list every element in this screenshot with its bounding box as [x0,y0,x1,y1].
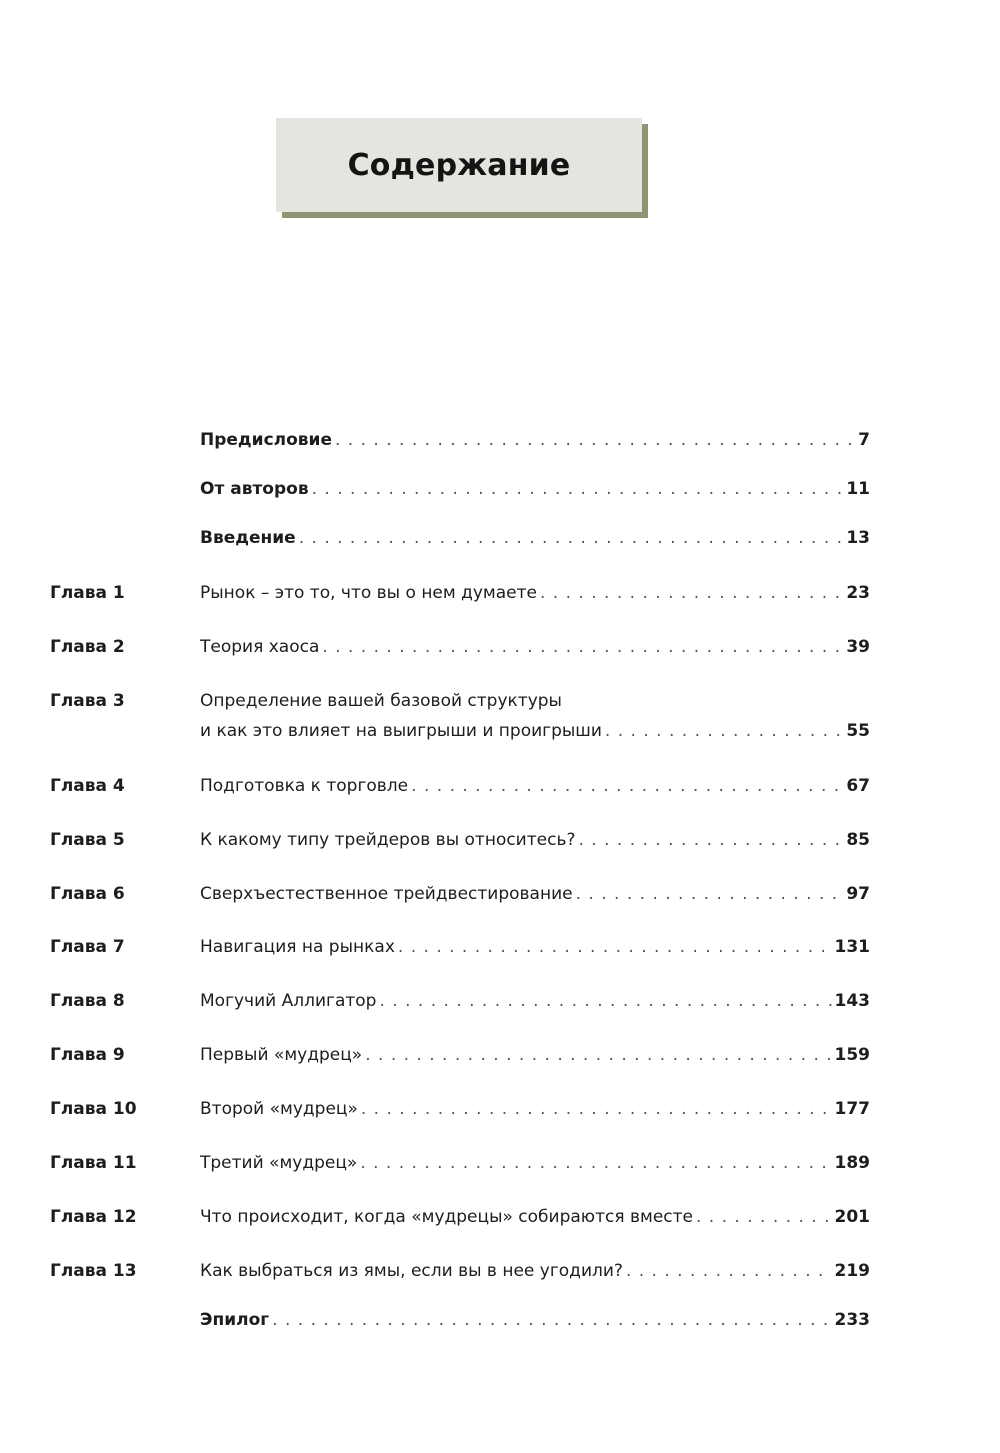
leader-dots [312,474,844,504]
chapter-number: Глава 7 [50,937,125,957]
toc-page-number: 97 [846,884,870,904]
chapter-number: Глава 8 [50,991,125,1011]
toc-page-number: 219 [834,1261,870,1281]
leader-dots [272,1305,831,1335]
chapter-number: Глава 9 [50,1045,125,1065]
toc-entry-label: Могучий Аллигатор [200,991,377,1011]
leader-dots [540,578,843,608]
toc-entry-label: К какому типу трейдеров вы относитесь? [200,830,576,850]
chapter-number: Глава 4 [50,776,125,796]
toc-entry-label: Как выбраться из ямы, если вы в нее угодили? [200,1261,623,1281]
toc-page-number: 159 [834,1045,870,1065]
toc-entry-label: и как это влияет на выигрыши и проигрыши [200,721,602,741]
title-box [276,118,642,212]
toc-entry-label: Третий «мудрец» [200,1153,358,1173]
toc-page-number: 55 [846,721,870,741]
leader-dots [360,1148,831,1178]
toc-entry-label: Первый «мудрец» [200,1045,363,1065]
chapter-number: Глава 2 [50,637,125,657]
toc-entry-label: Сверхъестественное трейдвестирование [200,884,573,904]
chapter-number: Глава 5 [50,830,125,850]
chapter-number: Глава 13 [50,1261,137,1281]
toc-page-number: 23 [846,583,870,603]
toc-page-number: 85 [846,830,870,850]
toc-entry-label: Второй «мудрец» [200,1099,358,1119]
toc-entry-label: От авторов [200,479,309,499]
leader-dots [411,771,843,801]
toc-entry-label: Предисловие [200,430,332,450]
toc-page-number: 13 [846,528,870,548]
chapter-number: Глава 10 [50,1099,137,1119]
toc-entry-label: Рынок – это то, что вы о нем думаете [200,583,537,603]
toc-entry-label: Навигация на рынках [200,937,395,957]
toc-entry-label: Введение [200,528,296,548]
toc-page-number: 177 [834,1099,870,1119]
chapter-number: Глава 1 [50,583,125,603]
toc-page-number: 201 [834,1207,870,1227]
chapter-number: Глава 3 [50,691,125,711]
toc-entry-label: Теория хаоса [200,637,320,657]
toc-entry-label: Подготовка к торговле [200,776,409,796]
leader-dots [322,632,843,662]
toc-page-number: 67 [846,776,870,796]
chapter-number: Глава 11 [50,1153,137,1173]
toc-page-number: 189 [834,1153,870,1173]
toc-entry-label-line1: Определение вашей базовой структуры [200,691,562,711]
toc-page-number: 11 [846,479,870,499]
leader-dots [379,986,831,1016]
toc-entry-label: Что происходит, когда «мудрецы» собираются вместе [200,1207,693,1227]
toc-page-number: 143 [834,991,870,1011]
page-title: Содержание [347,147,571,183]
chapter-number: Глава 6 [50,884,125,904]
toc-page-number: 233 [834,1310,870,1330]
toc-page-number: 7 [858,430,870,450]
leader-dots [335,425,855,455]
leader-dots [361,1094,832,1124]
chapter-number: Глава 12 [50,1207,137,1227]
toc-entry-label: Эпилог [200,1310,270,1330]
leader-dots [696,1202,832,1232]
leader-dots [365,1040,831,1070]
leader-dots [299,523,844,553]
leader-dots [626,1256,832,1286]
toc-page-number: 39 [846,637,870,657]
leader-dots [576,879,844,909]
leader-dots [398,932,832,962]
leader-dots [605,716,843,746]
leader-dots [579,825,844,855]
toc-page-number: 131 [834,937,870,957]
